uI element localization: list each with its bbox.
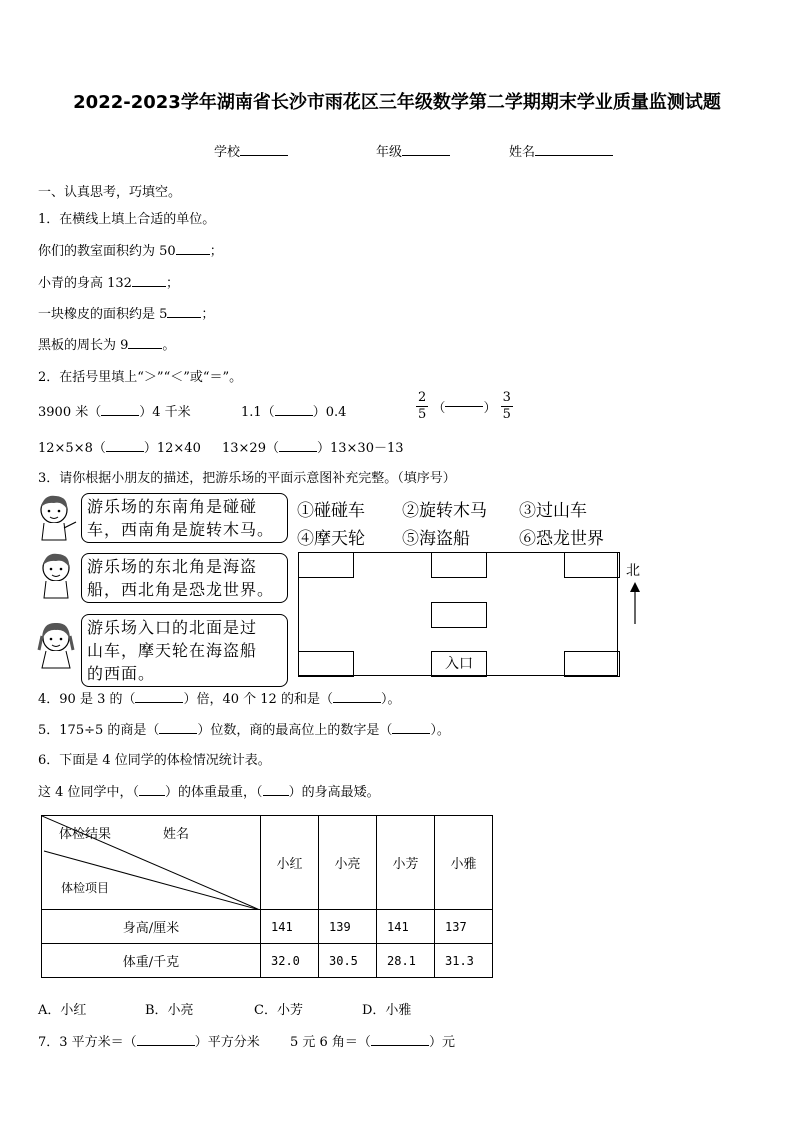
- table-cell: 32.0: [261, 944, 319, 978]
- header-result: 体检结果: [59, 827, 112, 842]
- table-cell: 139: [319, 910, 377, 944]
- answer-blank[interactable]: [279, 451, 317, 452]
- choice-d[interactable]: D．小雅: [362, 1003, 412, 1018]
- name-field[interactable]: [509, 141, 613, 160]
- answer-blank[interactable]: [139, 795, 165, 796]
- q3-stem: 3．请你根据小朋友的描述，把游乐场的平面示意图补充完整。（填序号）: [38, 471, 456, 486]
- north-arrow-icon: [629, 580, 641, 624]
- school-field[interactable]: [214, 141, 288, 160]
- option-item: ③过山车: [519, 501, 587, 521]
- name-label: 姓名: [509, 145, 536, 160]
- section-heading: 一、认真思考，巧填空。: [38, 185, 182, 200]
- answer-blank[interactable]: [159, 733, 197, 734]
- answer-blank[interactable]: [101, 415, 139, 416]
- header-item: 体检项目: [61, 881, 110, 895]
- choice-a[interactable]: A．小红: [38, 1003, 87, 1018]
- q6-question: 这 4 位同学中，（ ）的体重最重，（ ）的身高最矮。: [38, 785, 380, 800]
- option-item: ②旋转木马: [402, 501, 487, 521]
- north-label: 北: [626, 563, 640, 579]
- q1-item-1: 你们的教室面积约为 50 ；: [38, 244, 223, 259]
- answer-blank[interactable]: [128, 348, 162, 349]
- header-name: 姓名: [163, 827, 190, 842]
- option-item: ①碰碰车: [297, 501, 365, 521]
- grade-label: 年级: [376, 145, 403, 160]
- q1-item-2: 小青的身高 132 ；: [38, 276, 179, 291]
- answer-blank[interactable]: [167, 317, 201, 318]
- map-slot-north[interactable]: [431, 552, 487, 578]
- answer-blank[interactable]: [176, 254, 210, 255]
- grade-field[interactable]: [376, 141, 450, 160]
- option-item: ⑤海盗船: [402, 529, 470, 549]
- table-row: [42, 944, 493, 978]
- q6-stem: 6．下面是 4 位同学的体检情况统计表。: [38, 753, 271, 768]
- q4-text: 4．90 是 3 的（ ）倍，40 个 12 的和是（ ）。: [38, 692, 401, 707]
- boy-avatar-icon: [36, 550, 80, 600]
- q2-compare-c: $\frac{2}{5}$ （ ） $\frac{3}{5}$: [418, 390, 511, 422]
- row-label: 体重/千克: [42, 944, 261, 978]
- q1-item-4: 黑板的周长为 9 。: [38, 338, 176, 353]
- entrance-label: 入口: [431, 651, 487, 677]
- fraction: $\frac{3}{5}$: [502, 390, 511, 422]
- option-item: ④摩天轮: [297, 529, 365, 549]
- diagonal-header-cell: [42, 816, 261, 910]
- q5-text: 5．175÷5 的商是（ ）位数，商的最高位上的数字是（ ）。: [38, 723, 450, 738]
- school-label: 学校: [214, 145, 241, 160]
- park-map: [298, 552, 618, 676]
- q2-compare-b: 1.1（ ）0.4: [241, 405, 347, 420]
- table-cell: 30.5: [319, 944, 377, 978]
- page-title: 2022-2023学年湖南省长沙市雨花区三年级数学第二学期期末学业质量监测试题: [73, 92, 721, 113]
- answer-blank[interactable]: [371, 1045, 429, 1046]
- girl-avatar-icon: [36, 620, 80, 670]
- answer-blank[interactable]: [106, 451, 144, 452]
- answer-blank[interactable]: [445, 406, 483, 407]
- answer-blank[interactable]: [263, 795, 289, 796]
- table-cell: 31.3: [435, 944, 493, 978]
- answer-blank[interactable]: [137, 1045, 195, 1046]
- answer-blank[interactable]: [275, 415, 313, 416]
- q2-compare-a: 3900 米（ ）4 千米: [38, 405, 191, 420]
- student-name: 小雅: [435, 816, 493, 910]
- option-item: ⑥恐龙世界: [519, 529, 604, 549]
- q1-stem: 1．在横线上填上合适的单位。: [38, 212, 216, 227]
- q2-stem: 2．在括号里填上“＞”“＜”或“＝”。: [38, 370, 243, 385]
- student-name: 小亮: [319, 816, 377, 910]
- boy-avatar-icon: [36, 492, 80, 542]
- q2-compare-e: 13×29（ ）13×30－13: [222, 441, 404, 456]
- q7-text: 7．3 平方米＝（ ）平方分米 5 元 6 角＝（ ）元: [38, 1035, 455, 1050]
- student-name: 小红: [261, 816, 319, 910]
- table-cell: 141: [377, 910, 435, 944]
- speech-bubble-1: 游乐场的东南角是碰碰 车，西南角是旋转木马。: [81, 493, 288, 543]
- choice-c[interactable]: C．小芳: [254, 1003, 303, 1018]
- answer-blank[interactable]: [135, 702, 183, 703]
- answer-blank[interactable]: [392, 733, 430, 734]
- student-name: 小芳: [377, 816, 435, 910]
- fraction: $\frac{2}{5}$: [418, 390, 427, 422]
- q2-compare-d: 12×5×8（ ）12×40: [38, 441, 201, 456]
- answer-blank[interactable]: [132, 286, 166, 287]
- table-cell: 28.1: [377, 944, 435, 978]
- q1-item-3: 一块橡皮的面积约是 5 ；: [38, 307, 215, 322]
- table-cell: 137: [435, 910, 493, 944]
- table-cell: 141: [261, 910, 319, 944]
- map-slot-southeast[interactable]: [564, 651, 620, 677]
- choice-b[interactable]: B．小亮: [145, 1003, 194, 1018]
- speech-bubble-3: 游乐场入口的北面是过 山车，摩天轮在海盗船 的西面。: [81, 614, 288, 687]
- map-slot-northeast[interactable]: [564, 552, 620, 578]
- map-slot-center[interactable]: [431, 602, 487, 628]
- map-slot-northwest[interactable]: [298, 552, 354, 578]
- map-slot-southwest[interactable]: [298, 651, 354, 677]
- speech-bubble-2: 游乐场的东北角是海盗 船，西北角是恐龙世界。: [81, 553, 288, 603]
- answer-blank[interactable]: [333, 702, 381, 703]
- health-table: [41, 815, 493, 978]
- row-label: 身高/厘米: [42, 910, 261, 944]
- table-row: [42, 910, 493, 944]
